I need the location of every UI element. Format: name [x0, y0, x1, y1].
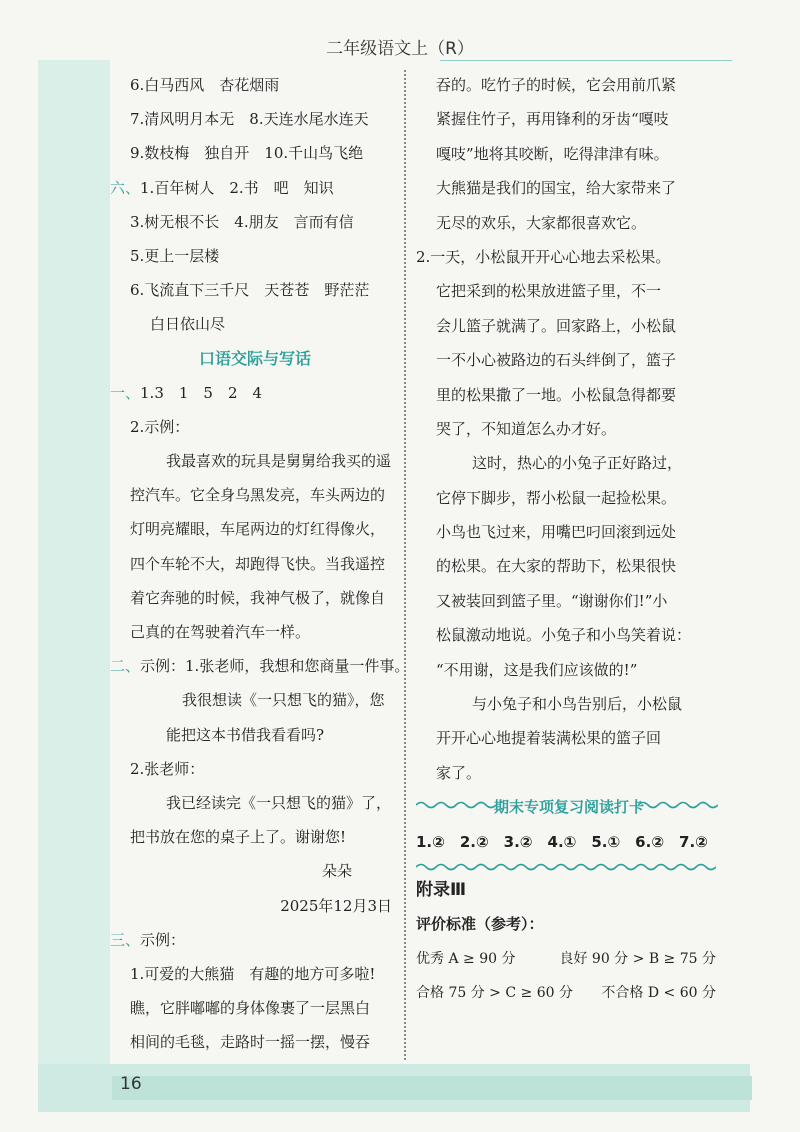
essay-line: 瞧，它胖嘟嘟的身体像裹了一层黑白	[130, 999, 371, 1018]
essay-line: 无尽的欢乐，大家都很喜欢它。	[436, 213, 647, 232]
essay-line: 会儿篮子就满了。回家路上，小松鼠	[436, 316, 677, 335]
essay-line: 我很想读《一只想飞的猫》，您	[182, 691, 385, 710]
answer-line: 6.白马西风 杏花烟雨	[130, 76, 280, 94]
page-header-title: 二年级语文上（R）	[326, 39, 474, 59]
essay-line: 与小兔子和小鸟告别后，小松鼠	[472, 695, 683, 714]
essay-line: 小鸟也飞过来，用嘴巴叼回滚到远处	[436, 523, 677, 542]
essay-line: 又被装回到篮子里。“谢谢你们!”小	[436, 591, 668, 610]
essay-line: 家了。	[436, 763, 482, 782]
answer-line: 5.更上一层楼	[130, 246, 220, 265]
essay-line: 把书放在您的桌子上了。谢谢您!	[130, 828, 347, 847]
answer-line: 7.清风明月本无 8.天连水尾水连天	[130, 110, 369, 129]
essay-line: 我已经读完《一只想飞的猫》了，	[166, 793, 392, 812]
review-heading	[416, 790, 722, 824]
essay-line: 2.一天，小松鼠开开心心地去采松果。	[416, 247, 671, 266]
grade-good: 良好 90 分 > B ≥ 75 分	[559, 950, 716, 967]
grade-pass: 合格 75 分 > C ≥ 60 分	[416, 985, 573, 1002]
essay-line: 哭了，不知道怎么办才好。	[436, 419, 617, 438]
left-margin-band	[38, 60, 110, 1100]
criteria-label: 评价标准（参考）：	[416, 915, 544, 934]
essay-line: 己真的在驾驶着汽车一样。	[130, 623, 311, 641]
wave-left-decoration	[416, 798, 496, 812]
essay-line: 相间的毛毯，走路时一摇一摆，慢吞	[130, 1033, 371, 1052]
essay-line: 这时，热心的小兔子正好路过，	[472, 454, 683, 473]
essay-line: 我最喜欢的玩具是舅舅给我买的遥	[166, 452, 392, 471]
answer-line: 白日依山尽	[150, 315, 226, 334]
answer-line: 3.树无根不长 4.朋友 言而有信	[130, 212, 354, 231]
review-answers: 1.② 2.② 3.② 4.① 5.① 6.② 7.②	[416, 832, 708, 851]
grade-row	[416, 976, 722, 1010]
section-marker-two: 二、	[110, 657, 141, 676]
wavy-rule	[416, 859, 722, 873]
answer-line: 2.示例：	[130, 417, 190, 436]
essay-line: 灯明亮耀眼，车尾两边的灯红得像火，	[130, 520, 386, 539]
essay-line: 一不小心被路边的石头绊倒了，篮子	[436, 351, 677, 370]
bottom-band-stripe	[112, 1076, 752, 1100]
grade-excellent: 优秀 A ≥ 90 分	[416, 950, 516, 967]
essay-line: 的松果。在大家的帮助下，松果很快	[436, 557, 677, 576]
essay-line: 着它奔驰的时候，我神气极了，就像自	[130, 588, 386, 607]
essay-line: 1.可爱的大熊猫 有趣的地方可多啦!	[130, 964, 376, 983]
answer-line: 9.数枝梅 独自开 10.千山鸟飞绝	[130, 144, 364, 163]
essay-line: 大熊猫是我们的国宝，给大家带来了	[436, 179, 677, 198]
review-title: 期末专项复习阅读打卡	[493, 798, 644, 817]
appendix-title: 附录Ⅲ	[416, 879, 467, 900]
wave-right-decoration	[638, 798, 718, 812]
essay-line: 它把采到的松果放进篮子里，不一	[436, 282, 662, 301]
header-rule	[440, 60, 732, 61]
essay-line: 开开心心地提着装满松果的篮子回	[436, 729, 662, 748]
answer-line: 六、1.百年树人 2.书 吧 知识	[110, 178, 334, 197]
essay-line: 能把这本书借我看看吗?	[166, 725, 325, 744]
essay-line: 紧握住竹子，再用锋利的牙齿“嘎吱	[436, 110, 669, 129]
essay-line: 吞的。吃竹子的时候，它会用前爪紧	[436, 76, 677, 94]
section-marker-three: 三、	[110, 930, 141, 949]
answer-line: 三、示例：	[110, 930, 186, 949]
left-column	[110, 68, 410, 1059]
essay-line: 嘎吱”地将其咬断，吃得津津有味。	[436, 144, 669, 163]
date: 2025年12月3日	[280, 896, 392, 915]
answer-line: 2.张老师：	[130, 759, 205, 778]
answer-line: 二、示例：1.张老师，我想和您商量一件事。	[110, 657, 410, 676]
grade-fail: 不合格 D < 60 分	[601, 985, 716, 1002]
right-column	[416, 68, 722, 1011]
essay-line: “不用谢，这是我们应该做的!”	[436, 660, 638, 679]
answer-line: 一、1.3 1 5 2 4	[110, 383, 263, 402]
answer-line: 6.飞流直下三千尺 天苍苍 野茫茫	[130, 281, 370, 300]
essay-line: 四个车轮不大，却跑得飞快。当我遥控	[130, 554, 386, 573]
section-marker-one: 一、	[110, 383, 141, 402]
signature: 朵朵	[321, 862, 352, 881]
column-divider	[404, 70, 406, 1060]
section-marker-six: 六、	[110, 178, 141, 197]
essay-line: 控汽车。它全身乌黑发亮，车头两边的	[130, 486, 386, 505]
section-title-oral: 口语交际与写话	[198, 348, 311, 368]
essay-line: 它停下脚步，帮小松鼠一起捡松果。	[436, 488, 677, 507]
essay-line: 里的松果撒了一地。小松鼠急得都要	[436, 385, 677, 404]
page-number: 16	[120, 1074, 142, 1094]
essay-line: 松鼠激动地说。小兔子和小鸟笑着说：	[436, 626, 692, 645]
grade-row	[416, 942, 722, 976]
